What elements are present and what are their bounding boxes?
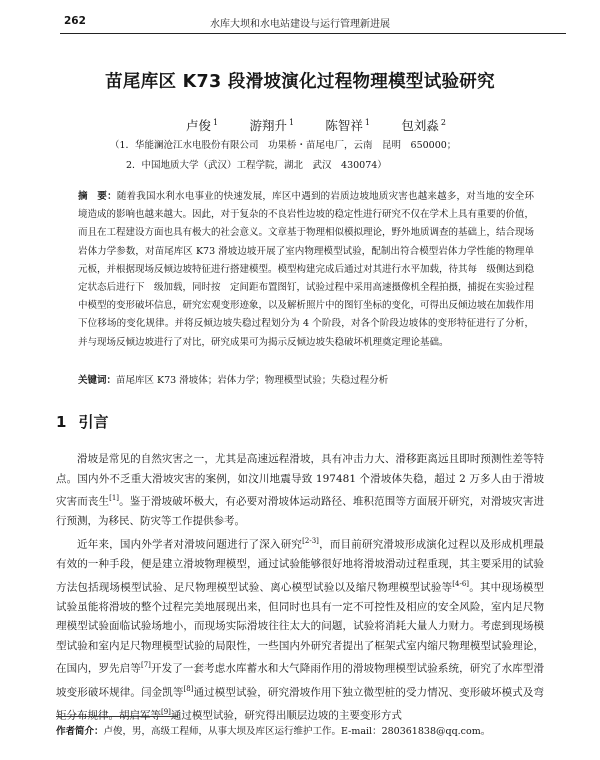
section-heading (56, 411, 120, 432)
paragraph: 近年来，国内外学者对滑坡问题进行了深入研究[2-3]，而目前研究滑坡形成演化过程以及形成机理最有效的一种手段，便是建立滑坡物理模型，通过试验能够很好地将滑坡滑动过程重现，其主要采用的试验方法包括现场模型试验、足尺物理模型试验、离心模型试验以及缩尺物理模型试验等[4-6]。其中现场模型试验虽能将滑坡的整个过程完美地展现出来，但同时也具有一定不可控性及相应的安全风险，室内足尺物理模型试验面临试验场地小，而现场实际滑坡往往太大的问题，试验将消耗大量人力财力。考虑到现场模型试验和室内足尺物理模型试验的局限性，一些国内外研究者提出了框架式室内缩尺物理模型试验理论，在国内，罗先启等[7]开发了一套考虑水库蓄水和大气降雨作用的滑坡物理模型试验系统，研究了水库型滑坡变形破坏规律。闫金凯等[8]通过模型试验，研究滑坡作用下独立微型桩的受力情况、变形破坏模式及弯矩分布规律。胡启军等[9]通过模型试验，研究得出顺层边坡的主要变形方式 (56, 536, 545, 722)
author: 卢俊 $^1$ (186, 117, 219, 133)
page-number: 262 (64, 15, 86, 27)
abstract-label: 摘 要： (78, 191, 117, 202)
footnote-rule (56, 716, 178, 717)
affiliation: （1．华能澜沧江水电股份有限公司 功果桥・苗尾电厂，云南 昆明 650000； (110, 140, 457, 151)
keywords-text: 苗尾库区 K73 滑坡体；岩体力学；物理模型试验；失稳过程分析 (116, 375, 389, 386)
citation: [8] (183, 684, 194, 693)
running-header: 水库大坝和水电站建设与运行管理新进展 (210, 19, 390, 30)
citation: [4-6] (452, 579, 470, 588)
keywords-label: 关键词： (78, 375, 117, 386)
body-text (56, 450, 544, 726)
citation: [7] (141, 661, 151, 670)
citation: [1] (109, 494, 120, 503)
abstract-text: 随着我国水利水电事业的快速发展，库区中遇到的岩质边坡地质灾害也越来越多，对当地的安全环境造成的影响也越来越大。因此，对于复杂的不良岩性边坡的稳定性进行研究不仅在学术上具有重要的价值，而且在工程建设方面也具有极大的社会意义。文章基于物理相似模拟理论，野外地质调查的基础上，结合现场岩体力学参数，对苗尾库区 K73 滑坡边坡开展了室内物理模型试验，配制出符合模型岩体力学性能的物理单元板，并根据现场反倾边坡特征进行搭建模型。模型构建完成后通过对其进行水平加载，待其每 级侧达到稳定状态后进行下 级加载，同时按 定间距布置图钉，试验过程中采用高速摄像机全程拍摄，捕捉在实验过程中模型的变形破坏信息，研究宏观变形迹象，以及解析照片中的图钉坐标的变化，可得出反倾边坡在加载作用下位移场的变化规律。并将反倾边坡失稳过程划分为 4 个阶段，对各个阶段边坡体的变形特征进行了分析，并与现场反倾边坡进行了对比，研究成果可为揭示反倾边坡失稳破坏机理奠定理论基础。 (78, 191, 535, 348)
author-footnote (56, 723, 490, 737)
affiliation: 2．中国地质大学（武汉）工程学院，湖北 武汉 430074） (126, 160, 387, 171)
keywords (78, 372, 534, 386)
paper-title: 苗尾库区 K73 段滑坡演化过程物理模型试验研究 (105, 72, 495, 92)
author: 包刘淼 $^2$ (401, 117, 446, 133)
citation: [2-3] (302, 536, 319, 545)
author: 陈智祥 $^1$ (325, 117, 371, 133)
author: 游翔升 $^1$ (249, 117, 295, 133)
citation: [9] (161, 707, 171, 716)
section-title: 引言 (78, 413, 109, 431)
header-rule (60, 33, 566, 34)
author-list (186, 116, 446, 134)
paragraph: 滑坡是常见的自然灾害之一，尤其是高速远程滑坡，具有冲击力大、滑移距离远且即时预测性差等特点。国内外不乏重大滑坡灾害的案例，如汶川地震导致 197481 个滑坡体失稳，超过 2 万多人由于滑坡灾害而丧生[1]。鉴于滑坡破坏极大，有必要对滑坡体运动路径、堆积范围等方面展开研究，对滑坡灾害进行预测，为移民、防灾等工作提供参考。 (56, 453, 545, 528)
section-number: 1 (56, 413, 67, 431)
abstract (78, 188, 534, 352)
footnote-label: 作者简介： (56, 726, 104, 737)
footnote-text: 卢俊，男，高级工程师，从事大坝及库区运行维护工作。E-mail：280361838@qq.com。 (103, 726, 491, 737)
